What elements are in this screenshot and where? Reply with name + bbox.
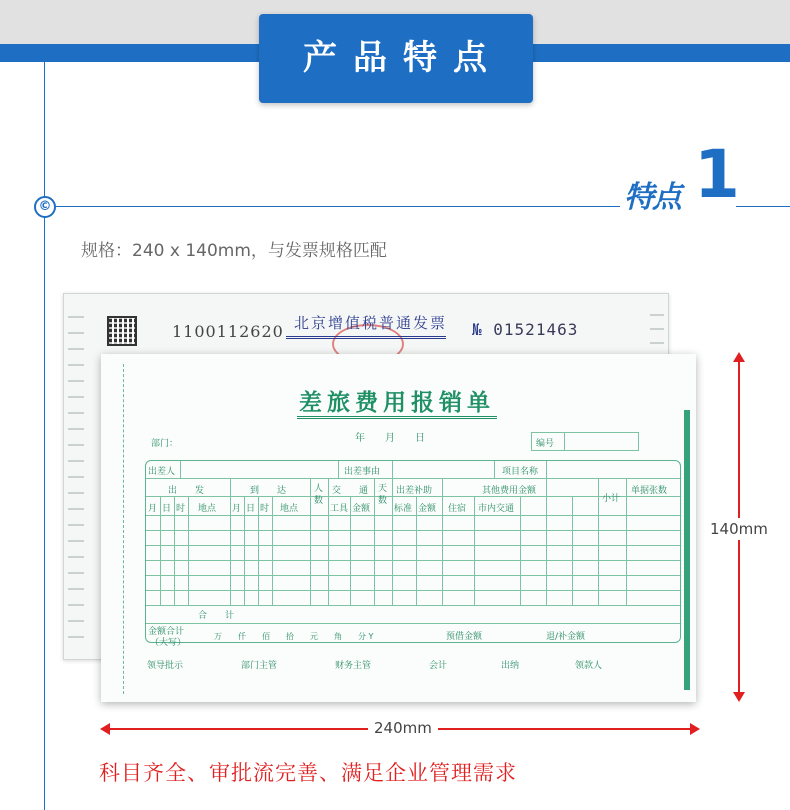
sign-finance-head: 财务主管: [335, 661, 372, 671]
refund-label: 退/补金额: [546, 632, 586, 642]
arrow-left-icon: [100, 723, 110, 735]
number-box-divider: [564, 433, 565, 450]
arrow-down-icon: [733, 692, 745, 702]
traveler-label: 出差人: [148, 467, 176, 477]
form-title: 差旅费用报销单: [299, 389, 495, 416]
col-line: [310, 478, 311, 605]
col-line: [416, 496, 417, 605]
subtotal-label: 小计: [602, 494, 621, 504]
project-label: 项目名称: [502, 467, 539, 477]
col-line: [328, 478, 329, 605]
reason-label: 出差事由: [344, 467, 381, 477]
row-line: [146, 515, 680, 516]
invoice-no-value: 01521463: [493, 320, 579, 339]
arrive-place: 地点: [280, 504, 299, 514]
transport-tool: 工具: [330, 504, 349, 514]
sign-recipient: 领款人: [575, 661, 603, 671]
invoice-no-label: №: [472, 320, 483, 339]
number-label: 编号: [536, 439, 555, 449]
col-line: [258, 496, 259, 605]
total-capital-label: 金额合计: [148, 627, 185, 637]
row-line: [146, 545, 680, 546]
row-line: [146, 530, 680, 531]
feature-label: 特点: [624, 180, 680, 215]
allowance-standard: 标准: [394, 504, 413, 514]
depart-label: 出 发: [168, 486, 205, 496]
left-rule: [44, 62, 45, 810]
col-line: [160, 496, 161, 605]
depart-day: 日: [162, 504, 172, 514]
sign-leader: 领导批示: [147, 661, 184, 671]
depart-month: 月: [148, 504, 158, 514]
row-line: [146, 560, 680, 561]
height-label: 140mm: [710, 520, 768, 538]
advance-label: 预借金额: [446, 632, 483, 642]
col-line: [494, 461, 495, 478]
sign-accountant: 会计: [429, 661, 448, 671]
form-edge-bar: [684, 410, 690, 690]
col-line: [626, 478, 627, 605]
attachments-label: 单据张数: [631, 486, 668, 496]
row-line: [146, 575, 680, 576]
local-transport-label: 市内交通: [478, 504, 515, 514]
perforation: [68, 302, 84, 652]
arrive-hour: 时: [260, 504, 270, 514]
invoice-title-rule: [286, 336, 446, 339]
col-line: [350, 496, 351, 605]
other-fees-label: 其他费用金额: [482, 486, 537, 496]
qr-code-icon: [107, 316, 137, 346]
col-line: [392, 461, 393, 605]
capital-hint: （大写）: [150, 638, 187, 648]
arrive-day: 日: [246, 504, 256, 514]
number-box: [531, 432, 639, 451]
total-label: 合 计: [198, 611, 235, 621]
slogan: 科目齐全、审批流完善、满足企业管理需求: [99, 761, 517, 785]
form-table: [145, 460, 681, 648]
col-line: [272, 496, 273, 605]
section-rule-end: [736, 206, 790, 207]
copyright-icon: ©: [34, 196, 56, 218]
capital-units: 万 仟 佰 拾 元 角 分 Y: [214, 632, 374, 641]
col-line: [174, 496, 175, 605]
col-line: [180, 461, 181, 478]
col-line: [442, 478, 443, 605]
feature-number: 1: [694, 136, 740, 213]
sign-cashier: 出纳: [501, 661, 520, 671]
form-title-rule: [297, 416, 497, 419]
arrow-up-icon: [733, 352, 745, 362]
width-label: 240mm: [368, 719, 438, 737]
arrow-right-icon: [690, 723, 700, 735]
row-line: [146, 478, 680, 479]
depart-hour: 时: [176, 504, 186, 514]
arrive-label: 到 达: [250, 486, 287, 496]
col-line: [374, 478, 375, 605]
sign-dept-head: 部门主管: [241, 661, 278, 671]
perforation-right: [650, 302, 664, 362]
invoice-title: 北京增值税普通发票: [294, 314, 448, 332]
col-line: [188, 496, 189, 605]
allowance-label: 出差补助: [396, 486, 433, 496]
row-line: [146, 590, 680, 591]
col-line: [230, 478, 231, 605]
date-label: 年 月 日: [355, 433, 425, 444]
binding-line: [123, 364, 124, 694]
col-line: [474, 496, 475, 605]
col-line: [572, 496, 573, 605]
invoice-number: [472, 320, 578, 339]
persons-label: 人数: [314, 484, 324, 506]
row-line: [146, 496, 680, 497]
lodging-label: 住宿: [448, 504, 467, 514]
days-label: 天数: [378, 484, 388, 506]
arrive-month: 月: [232, 504, 242, 514]
col-line: [338, 461, 339, 478]
invoice-code: 1100112620: [172, 322, 284, 341]
expense-form-image: [101, 354, 696, 702]
allowance-amount: 金额: [418, 504, 437, 514]
col-line: [520, 496, 521, 605]
page-title: 产品特点: [259, 14, 533, 103]
transport-label: 交 通: [332, 486, 369, 496]
row-line: [146, 623, 680, 624]
section-rule: [56, 206, 620, 207]
depart-place: 地点: [198, 504, 217, 514]
col-line: [244, 496, 245, 605]
row-line: [146, 605, 680, 606]
col-line: [546, 461, 547, 605]
col-line: [598, 478, 599, 605]
dept-label: 部门：: [151, 439, 179, 449]
transport-amount: 金额: [352, 504, 371, 514]
spec-text: 规格：240 x 140mm，与发票规格匹配: [81, 241, 387, 261]
